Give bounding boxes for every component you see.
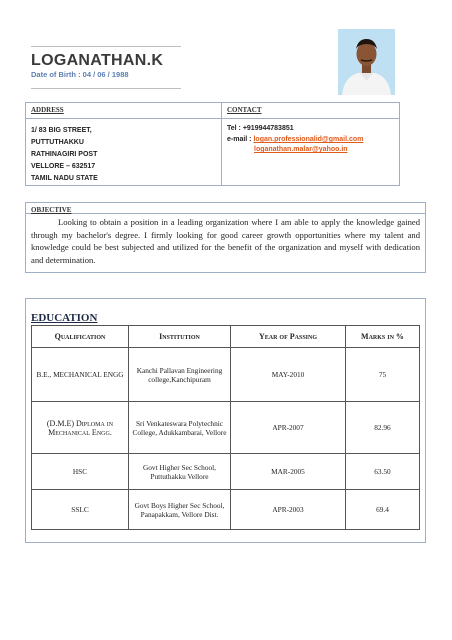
address-line-1: 1/ 83 BIG STREET,: [31, 127, 92, 134]
address-line-3: RATHINAGIRI POST: [31, 151, 98, 158]
year-cell: APR-2003: [231, 490, 346, 530]
column-header-marks: Marks in %: [346, 326, 420, 348]
address-heading: ADDRESS: [31, 106, 64, 114]
marks-cell: 69.4: [346, 490, 420, 530]
address-header-divider: [25, 118, 399, 119]
address-line-2: PUTTUTHAKKU: [31, 139, 84, 146]
contact-heading: CONTACT: [227, 106, 262, 114]
email-row-secondary: [254, 146, 348, 153]
address-line-4: VELLORE – 632517: [31, 163, 96, 170]
header-top-rule: [31, 46, 181, 47]
education-header-row: [32, 326, 420, 348]
table-row: [32, 454, 420, 490]
qualification-cell: (D.M.E) Diploma in Mechanical Engg.: [32, 402, 129, 454]
table-row: [32, 348, 420, 402]
marks-cell: 63.50: [346, 454, 420, 490]
date-of-birth: Date of Birth : 04 / 06 / 1988: [31, 70, 129, 79]
year-cell: APR-2007: [231, 402, 346, 454]
institution-cell: Kanchi Pallavan Engineering college,Kanchipuram: [129, 348, 231, 402]
email-link-primary[interactable]: logan.professionalid@gmail.com: [253, 136, 364, 143]
email-label: e-mail :: [227, 136, 252, 143]
year-cell: MAY-2010: [231, 348, 346, 402]
email-row: [227, 136, 363, 143]
qualification-cell: B.E., MECHANICAL ENGG: [32, 348, 129, 402]
year-cell: MAR-2005: [231, 454, 346, 490]
institution-cell: Sri Venkateswara Polytechnic College, Adukkambarai, Vellore: [129, 402, 231, 454]
marks-cell: 75: [346, 348, 420, 402]
objective-heading: OBJECTIVE: [31, 206, 72, 214]
telephone-number: +919944783851: [242, 125, 294, 132]
qualification-cell: SSLC: [32, 490, 129, 530]
address-line-5: TAMIL NADU STATE: [31, 175, 98, 182]
telephone-row: [227, 125, 294, 132]
person-photo-icon: [338, 29, 395, 95]
header-bottom-rule: [31, 88, 181, 89]
objective-header-divider: [25, 213, 425, 214]
column-header-year: Year of Passing: [231, 326, 346, 348]
institution-cell: Govt Higher Sec School, Puttuthakku Vellore: [129, 454, 231, 490]
email-link-secondary[interactable]: loganathan.malar@yahoo.in: [254, 146, 348, 153]
table-row: [32, 490, 420, 530]
qualification-cell: HSC: [32, 454, 129, 490]
column-header-qualification: Qualification: [32, 326, 129, 348]
education-heading: EDUCATION: [31, 312, 98, 324]
marks-cell: 82.96: [346, 402, 420, 454]
profile-photo: [338, 29, 395, 95]
institution-cell: Govt Boys Higher Sec School, Panapakkam, Vellore Dist.: [129, 490, 231, 530]
column-header-institution: Institution: [129, 326, 231, 348]
objective-text: Looking to obtain a position in a leading organization where I am able to apply the knowledge gained through my bachelor's degree. I firmly looking for good career growth opportunities where my talent and knowledge could be best subjected and utilized for the benefit of the organization and myself with dedication and determination.: [31, 217, 420, 265]
education-table: [31, 325, 420, 530]
telephone-label: Tel :: [227, 125, 241, 132]
table-row: [32, 402, 420, 454]
address-contact-divider: [221, 102, 222, 185]
candidate-name: LOGANATHAN.K: [31, 52, 164, 69]
